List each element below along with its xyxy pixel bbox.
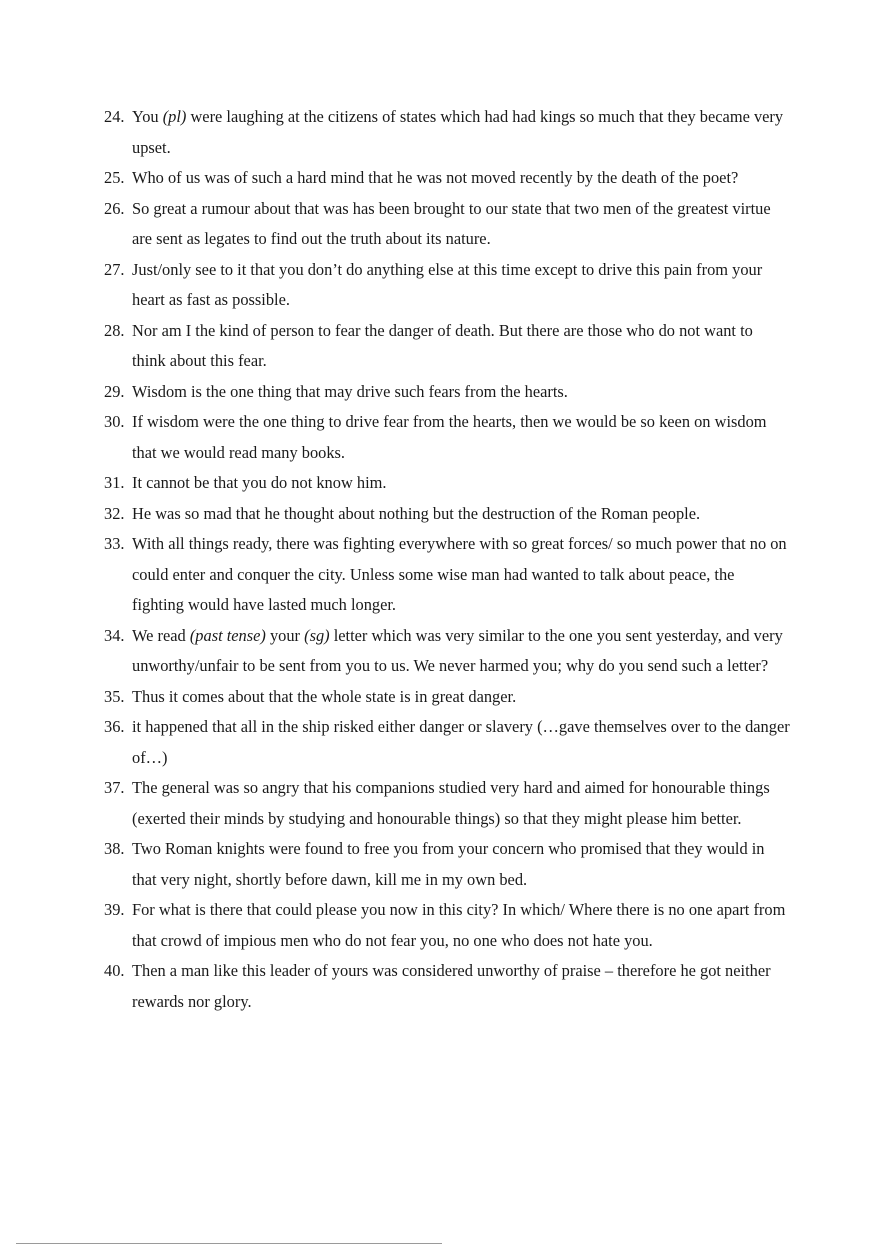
list-item bbox=[100, 316, 790, 377]
list-item bbox=[100, 468, 790, 499]
item-number: 32. bbox=[104, 503, 125, 523]
text-segment: It cannot be that you do not know him. bbox=[132, 473, 387, 492]
text-segment: Nor am I the kind of person to fear the danger of death. But there are those who do not want to think about this fear. bbox=[132, 320, 753, 370]
footnote-separator bbox=[16, 1243, 442, 1244]
list-item bbox=[100, 407, 790, 468]
text-segment: it happened that all in the ship risked either danger or slavery (…gave themselves over to the danger of…) bbox=[132, 717, 790, 767]
text-segment: your bbox=[265, 625, 305, 645]
italic-note: (sg) bbox=[304, 625, 330, 645]
text-segment: He was so mad that he thought about nothing but the destruction of the Roman people. bbox=[132, 503, 701, 523]
item-number: 29. bbox=[104, 381, 125, 401]
list-item bbox=[100, 682, 790, 713]
item-number: 30. bbox=[104, 412, 125, 431]
list-item bbox=[100, 529, 790, 621]
text-segment: So great a rumour about that was has been brought to our state that two men of the greatest virtue are sent as legates to find out the truth about its nature. bbox=[132, 198, 771, 248]
text-segment: Two Roman knights were found to free you from your concern who promised that they would in that very night, shortly before dawn, kill me in my own bed. bbox=[132, 839, 765, 889]
list-item bbox=[100, 499, 790, 530]
text-segment: Then a man like this leader of yours was considered unworthy of praise – therefore he got neither rewards nor glory. bbox=[132, 961, 771, 1011]
item-text bbox=[132, 778, 770, 828]
item-number: 25. bbox=[104, 168, 125, 187]
list-item bbox=[100, 102, 790, 163]
list-item bbox=[100, 377, 790, 408]
italic-note: (past tense) bbox=[189, 625, 266, 645]
item-number: 38. bbox=[104, 839, 125, 858]
item-text bbox=[132, 626, 783, 676]
item-text bbox=[132, 107, 783, 157]
item-text bbox=[132, 412, 767, 462]
text-segment: letter which was very similar to the one you sent yesterday, and very unworthy/unfair to be sent from you to us. We never harmed you; why do you send such a letter? bbox=[132, 625, 783, 675]
item-text bbox=[132, 717, 790, 767]
list-item bbox=[100, 255, 790, 316]
text-segment: You bbox=[132, 107, 163, 126]
item-text bbox=[132, 260, 762, 310]
list-item bbox=[100, 621, 790, 682]
text-segment: Thus it comes about that the whole state is in great danger. bbox=[132, 686, 517, 706]
text-segment: The general was so angry that his companions studied very hard and aimed for honourable things (exerted their minds by studying and honourable things) so that they might please him better. bbox=[132, 778, 770, 828]
item-text bbox=[132, 473, 386, 492]
text-segment: were laughing at the citizens of states which had had kings so much that they became very upset. bbox=[132, 107, 784, 157]
item-text bbox=[132, 900, 785, 950]
item-number: 27. bbox=[104, 259, 125, 279]
item-text bbox=[132, 534, 787, 614]
item-number: 28. bbox=[104, 320, 125, 340]
item-text bbox=[132, 961, 771, 1011]
text-segment: We read bbox=[132, 625, 190, 645]
item-number: 39. bbox=[104, 900, 125, 919]
text-segment: For what is there that could please you now in this city? In which/ Where there is no one apart from that crowd of impious men who do not fear you, no one who does not hate you. bbox=[132, 900, 786, 950]
list-item bbox=[100, 895, 790, 956]
item-text bbox=[132, 504, 700, 523]
item-number: 31. bbox=[104, 473, 125, 492]
item-number: 24. bbox=[104, 107, 125, 126]
item-number: 37. bbox=[104, 778, 125, 797]
list-item bbox=[100, 163, 790, 194]
item-text bbox=[132, 687, 516, 706]
item-number: 36. bbox=[104, 717, 125, 736]
item-number: 40. bbox=[104, 961, 125, 980]
item-text bbox=[132, 839, 765, 889]
item-text bbox=[132, 382, 568, 401]
text-segment: If wisdom were the one thing to drive fear from the hearts, then we would be so keen on wisdom that we would read many books. bbox=[132, 412, 767, 462]
item-text bbox=[132, 321, 753, 371]
item-number: 35. bbox=[104, 686, 125, 706]
list-item bbox=[100, 834, 790, 895]
translation-list bbox=[100, 102, 790, 1017]
item-number: 33. bbox=[104, 534, 125, 553]
list-item bbox=[100, 956, 790, 1017]
italic-note: (pl) bbox=[162, 107, 187, 126]
item-text bbox=[132, 168, 738, 187]
list-item bbox=[100, 194, 790, 255]
text-segment: Just/only see to it that you don’t do anything else at this time except to drive this pain from your heart as fast as possible. bbox=[132, 259, 763, 309]
list-item bbox=[100, 712, 790, 773]
text-segment: With all things ready, there was fighting everywhere with so great forces/ so much power that no on could enter and conquer the city. Unless some wise man had wanted to talk about peace, the fighting would have lasted much longer. bbox=[132, 534, 787, 614]
item-number: 26. bbox=[104, 198, 125, 218]
list-item bbox=[100, 773, 790, 834]
item-number: 34. bbox=[104, 625, 125, 645]
text-segment: Wisdom is the one thing that may drive such fears from the hearts. bbox=[132, 381, 568, 401]
text-segment: Who of us was of such a hard mind that he was not moved recently by the death of the poet? bbox=[132, 168, 739, 187]
item-text bbox=[132, 199, 771, 249]
